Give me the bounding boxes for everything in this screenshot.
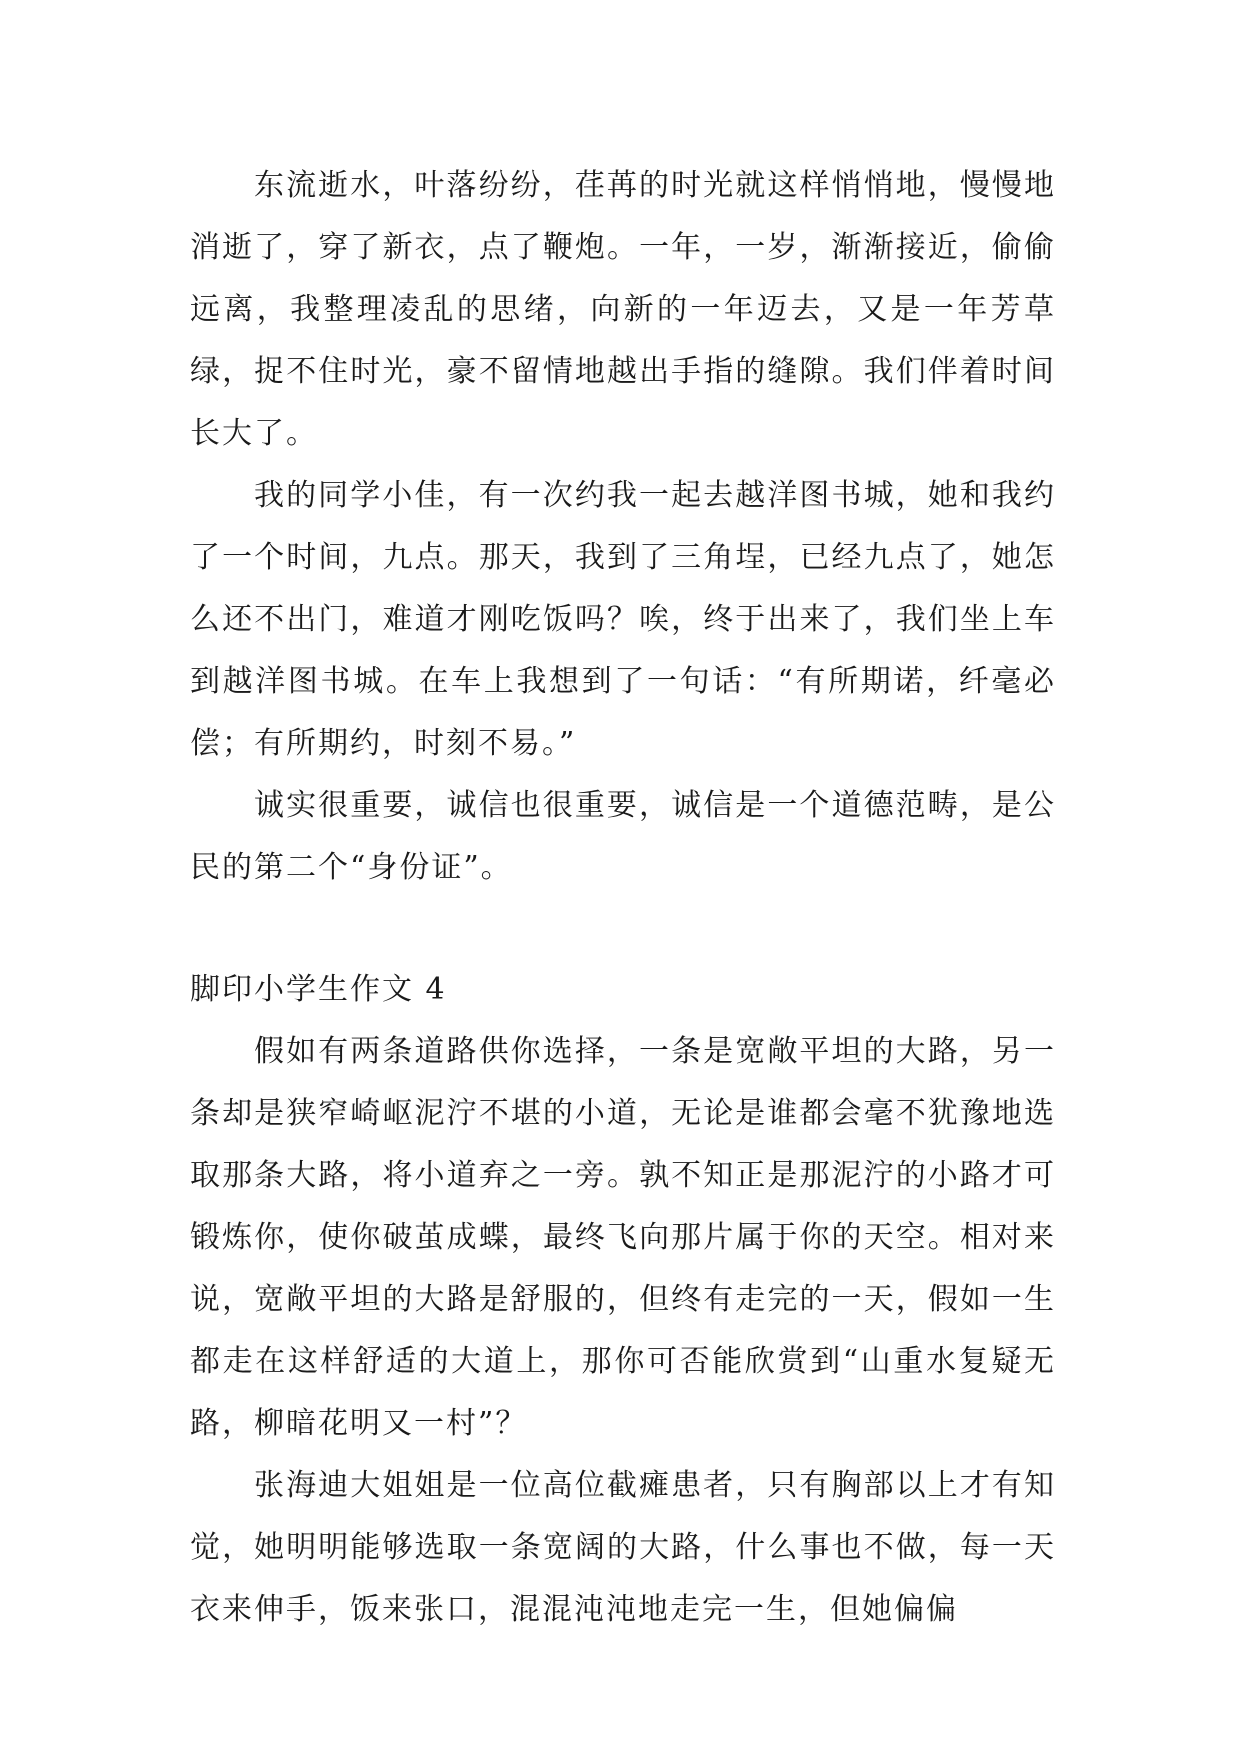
- paragraph-time-passing: 东流逝水，叶落纷纷，荏苒的时光就这样悄悄地，慢慢地消逝了，穿了新衣，点了鞭炮。一年，一岁，渐渐接近，偷偷远离，我整理凌乱的思绪，向新的一年迈去，又是一年芳草绿，捉不住时光，豪不留情地越出手指的缝隙。我们伴着时间长大了。: [190, 168, 1056, 451]
- paragraph-zhang-haidi: 张海迪大姐姐是一位高位截瘫患者，只有胸部以上才有知觉，她明明能够选取一条宽阔的大路，什么事也不做，每一天衣来伸手，饭来张口，混混沌沌地走完一生，但她偏偏: [190, 1468, 1056, 1627]
- paragraph-classmate-xiaojia: 我的同学小佳，有一次约我一起去越洋图书城，她和我约了一个时间，九点。那天，我到了三角埕，已经九点了，她怎么还不出门，难道才刚吃饭吗？唉，终于出来了，我们坐上车到越洋图书城。在车上我想到了一句话：“有所期诺，纤毫必偿；有所期约，时刻不易。”: [190, 478, 1056, 761]
- paragraph-honesty: 诚实很重要，诚信也很重要，诚信是一个道德范畴，是公民的第二个“身份证”。: [190, 788, 1056, 885]
- document-body: [190, 155, 1056, 1641]
- section-heading: 脚印小学生作文 4: [190, 972, 447, 1007]
- paragraph-two-roads: 假如有两条道路供你选择，一条是宽敞平坦的大路，另一条却是狭窄崎岖泥泞不堪的小道，无论是谁都会毫不犹豫地选取那条大路，将小道弃之一旁。孰不知正是那泥泞的小路才可锻炼你，使你破茧成蝶，最终飞向那片属于你的天空。相对来说，宽敞平坦的大路是舒服的，但终有走完的一天，假如一生都走在这样舒适的大道上，那你可否能欣赏到“山重水复疑无路，柳暗花明又一村”？: [190, 1034, 1056, 1441]
